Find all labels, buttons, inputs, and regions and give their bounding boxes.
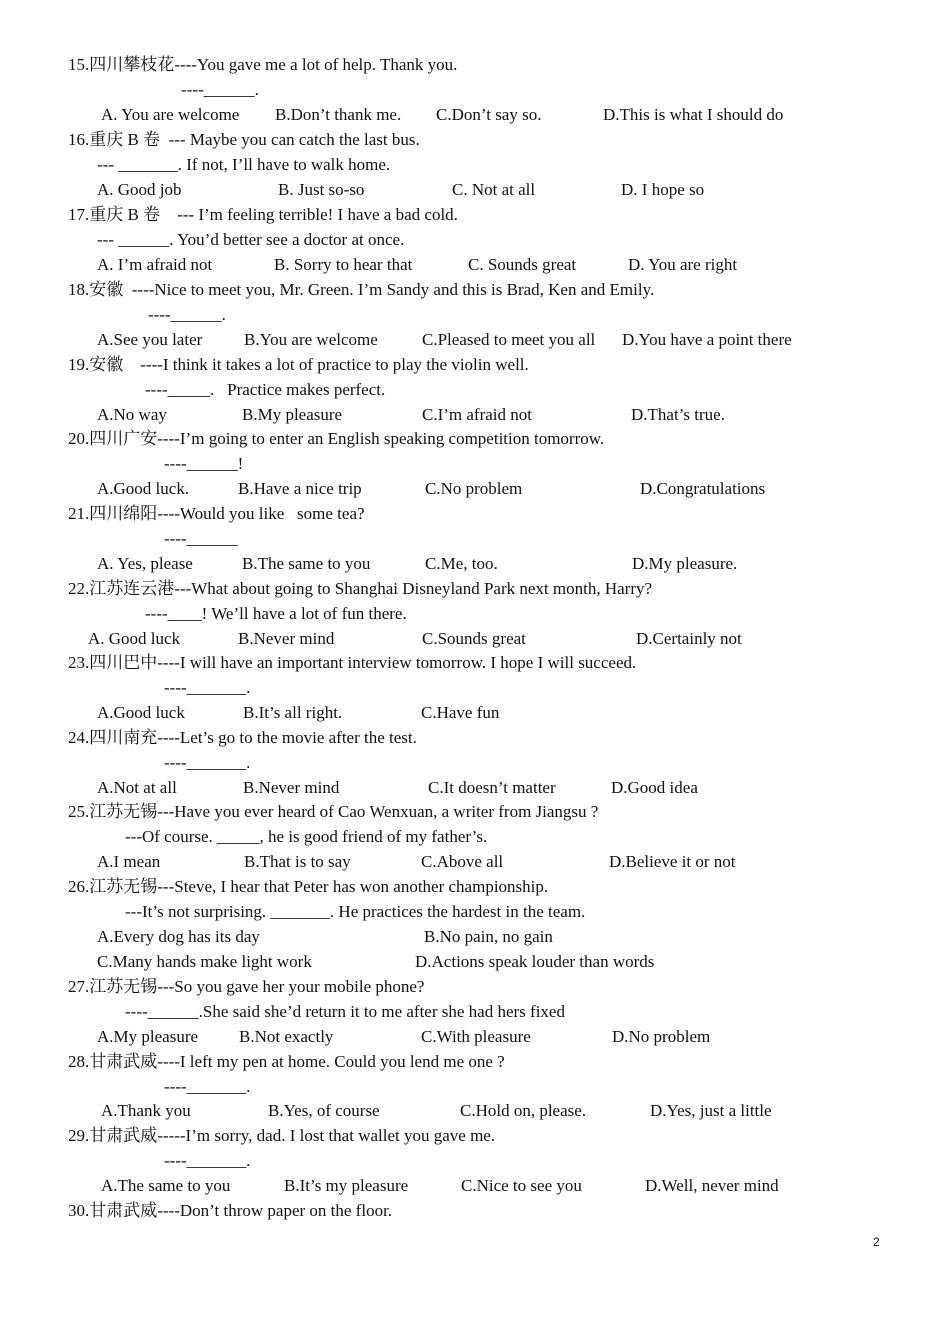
- question-29-stem: 29.甘肃武威-----I’m sorry, dad. I lost that wallet you gave me.: [68, 1126, 496, 1145]
- question-28-answer-line: ----_______.: [164, 1077, 251, 1096]
- question-25-option-d: D.Believe it or not: [609, 852, 736, 871]
- question-18-option-b: B.You are welcome: [244, 330, 378, 349]
- question-18-option-d: D.You have a point there: [622, 330, 792, 349]
- question-19-answer-line: ----_____. Practice makes perfect.: [145, 380, 386, 399]
- question-27-option-d: D.No problem: [612, 1027, 711, 1046]
- question-22-option-d: D.Certainly not: [636, 629, 742, 648]
- question-26-option-c: C.Many hands make light work: [97, 952, 312, 971]
- question-25-stem: 25.江苏无锡---Have you ever heard of Cao Wenxuan, a writer from Jiangsu ?: [68, 802, 599, 821]
- question-20-option-b: B.Have a nice trip: [238, 479, 362, 498]
- question-24-option-b: B.Never mind: [243, 778, 340, 797]
- question-26-option-d: D.Actions speak louder than words: [415, 952, 655, 971]
- question-18-option-c: C.Pleased to meet you all: [422, 330, 596, 349]
- question-16-option-d: D. I hope so: [621, 180, 705, 199]
- question-24-option-c: C.It doesn’t matter: [428, 778, 556, 797]
- question-27-stem: 27.江苏无锡---So you gave her your mobile phone?: [68, 977, 425, 996]
- question-29-option-a: A.The same to you: [101, 1176, 231, 1195]
- question-19-option-b: B.My pleasure: [242, 405, 343, 424]
- question-15-option-b: B.Don’t thank me.: [275, 105, 402, 124]
- question-26-answer-line: ---It’s not surprising. _______. He practices the hardest in the team.: [125, 902, 586, 921]
- question-28-option-b: B.Yes, of course: [268, 1101, 380, 1120]
- question-15-stem: 15.四川攀枝花----You gave me a lot of help. Thank you.: [68, 55, 458, 74]
- question-27-answer-line: ----______.She said she’d return it to me after she had hers fixed: [125, 1002, 565, 1021]
- question-23-option-b: B.It’s all right.: [243, 703, 343, 722]
- question-18-stem: 18.安徽 ----Nice to meet you, Mr. Green. I’m Sandy and this is Brad, Ken and Emily.: [68, 280, 655, 299]
- question-17-answer-line: --- ______. You’d better see a doctor at once.: [97, 230, 405, 249]
- question-29-option-d: D.Well, never mind: [645, 1176, 779, 1195]
- question-29-answer-line: ----_______.: [164, 1151, 251, 1170]
- question-27-option-c: C.With pleasure: [421, 1027, 531, 1046]
- question-28-stem: 28.甘肃武威----I left my pen at home. Could you lend me one ?: [68, 1052, 505, 1071]
- question-24-answer-line: ----_______.: [164, 753, 251, 772]
- question-22-answer-line: ----____! We’ll have a lot of fun there.: [145, 604, 407, 623]
- question-24-option-a: A.Not at all: [97, 778, 177, 797]
- question-16-answer-line: --- _______. If not, I’ll have to walk home.: [97, 155, 391, 174]
- question-16-option-a: A. Good job: [97, 180, 182, 199]
- question-19-option-a: A.No way: [97, 405, 167, 424]
- question-29-option-c: C.Nice to see you: [461, 1176, 582, 1195]
- question-22-option-a: A. Good luck: [88, 629, 181, 648]
- question-20-option-d: D.Congratulations: [640, 479, 766, 498]
- question-23-option-c: C.Have fun: [421, 703, 500, 722]
- question-19-option-c: C.I’m afraid not: [422, 405, 532, 424]
- question-20-stem: 20.四川广安----I’m going to enter an English speaking competition tomorrow.: [68, 429, 605, 448]
- question-22-option-b: B.Never mind: [238, 629, 335, 648]
- question-28-option-c: C.Hold on, please.: [460, 1101, 587, 1120]
- question-26-option-b: B.No pain, no gain: [424, 927, 553, 946]
- question-18-option-a: A.See you later: [97, 330, 203, 349]
- question-21-option-d: D.My pleasure.: [632, 554, 738, 573]
- question-23-answer-line: ----_______.: [164, 678, 251, 697]
- question-23-stem: 23.四川巴中----I will have an important interview tomorrow. I hope I will succeed.: [68, 653, 637, 672]
- question-22-option-c: C.Sounds great: [422, 629, 526, 648]
- question-27-option-a: A.My pleasure: [97, 1027, 199, 1046]
- question-21-option-a: A. Yes, please: [97, 554, 193, 573]
- question-17-option-a: A. I’m afraid not: [97, 255, 213, 274]
- question-28-option-a: A.Thank you: [101, 1101, 191, 1120]
- question-21-option-b: B.The same to you: [242, 554, 371, 573]
- page-number: 2: [873, 1235, 880, 1249]
- question-15-option-a: A. You are welcome: [101, 105, 240, 124]
- question-22-stem: 22.江苏连云港---What about going to Shanghai Disneyland Park next month, Harry?: [68, 579, 653, 598]
- question-23-option-a: A.Good luck: [97, 703, 185, 722]
- question-17-stem: 17.重庆 B 卷 --- I’m feeling terrible! I have a bad cold.: [68, 205, 458, 224]
- question-16-option-b: B. Just so-so: [278, 180, 365, 199]
- question-15-answer-line: ----______.: [181, 80, 259, 99]
- question-25-option-c: C.Above all: [421, 852, 504, 871]
- question-20-option-a: A.Good luck.: [97, 479, 190, 498]
- question-20-option-c: C.No problem: [425, 479, 523, 498]
- question-16-stem: 16.重庆 B 卷 --- Maybe you can catch the last bus.: [68, 130, 420, 149]
- question-19-stem: 19.安徽 ----I think it takes a lot of practice to play the violin well.: [68, 355, 529, 374]
- question-20-answer-line: ----______!: [164, 454, 244, 473]
- question-19-option-d: D.That’s true.: [631, 405, 725, 424]
- question-21-answer-line: ----______: [164, 529, 238, 548]
- question-26-stem: 26.江苏无锡---Steve, I hear that Peter has won another championship.: [68, 877, 549, 896]
- question-24-stem: 24.四川南充----Let’s go to the movie after the test.: [68, 728, 417, 747]
- question-17-option-b: B. Sorry to hear that: [274, 255, 413, 274]
- question-29-option-b: B.It’s my pleasure: [284, 1176, 409, 1195]
- question-15-option-d: D.This is what I should do: [603, 105, 784, 124]
- question-26-option-a: A.Every dog has its day: [97, 927, 260, 946]
- question-30-stem: 30.甘肃武威----Don’t throw paper on the floor.: [68, 1201, 393, 1220]
- question-25-option-b: B.That is to say: [244, 852, 351, 871]
- question-18-answer-line: ----______.: [148, 305, 226, 324]
- question-24-option-d: D.Good idea: [611, 778, 698, 797]
- question-28-option-d: D.Yes, just a little: [650, 1101, 772, 1120]
- question-17-option-c: C. Sounds great: [468, 255, 577, 274]
- question-25-option-a: A.I mean: [97, 852, 161, 871]
- question-25-answer-line: ---Of course. _____, he is good friend of my father’s.: [125, 827, 488, 846]
- question-16-option-c: C. Not at all: [452, 180, 536, 199]
- question-17-option-d: D. You are right: [628, 255, 738, 274]
- question-21-stem: 21.四川绵阳----Would you like some tea?: [68, 504, 365, 523]
- question-15-option-c: C.Don’t say so.: [436, 105, 542, 124]
- question-27-option-b: B.Not exactly: [239, 1027, 334, 1046]
- question-21-option-c: C.Me, too.: [425, 554, 498, 573]
